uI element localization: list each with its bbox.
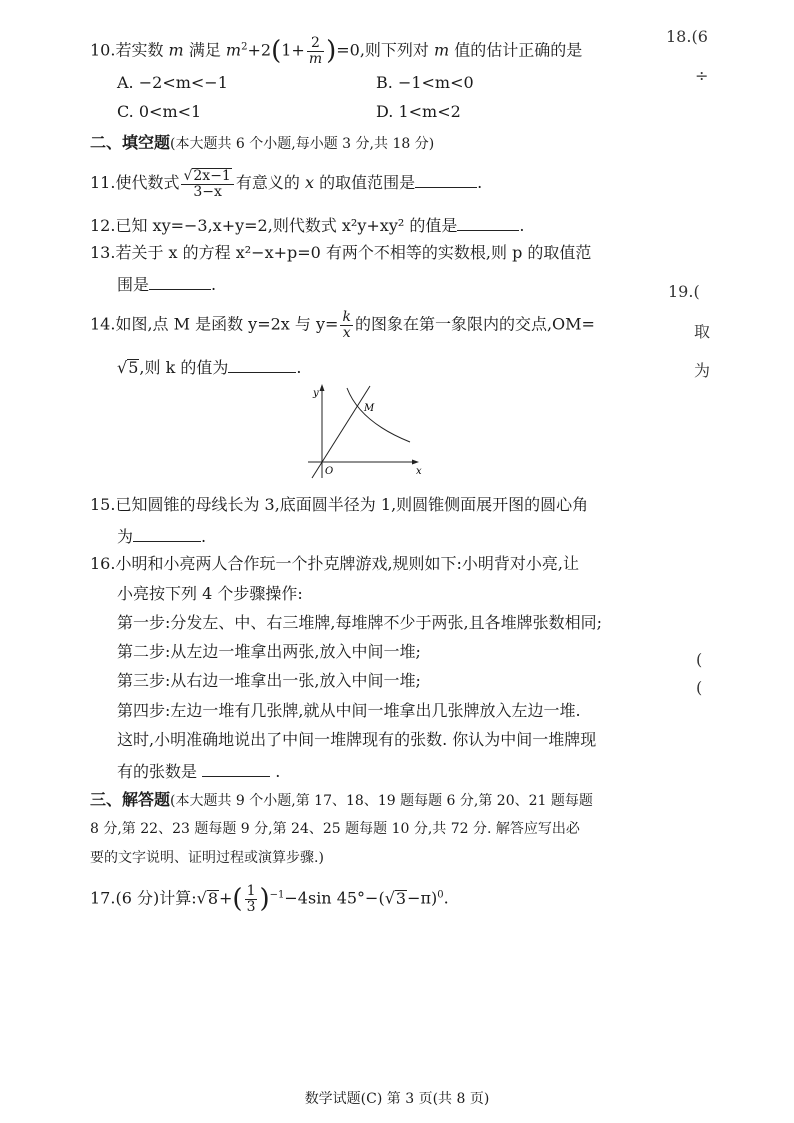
q14-fraction: $\frac{k}{x}$: [342, 309, 351, 341]
q17: 17.(6 分)计算:√8+( $\frac{1}{3}$ )$^{-1}$−4sin $45^\circ-(√3-\pi)^0$.: [90, 883, 449, 915]
edge-fragment-paren-1: (: [696, 650, 703, 669]
section2-heading: [90, 135, 434, 151]
q10-option-c: C. 0<m<1: [117, 102, 202, 121]
hyperbola-curve: [347, 388, 410, 442]
section2-note: (本大题共 6 个小题,每小题 3 分,共 18 分): [170, 136, 435, 152]
edge-fragment-divide: ÷: [695, 66, 709, 85]
q11-fraction: $\frac{√2x-1}{3-x}$: [181, 168, 233, 199]
section3-line1: 三、解答题(本大题共 9 个小题,第 17、18、19 题每题 6 分,第 20、21 题每题: [90, 790, 593, 809]
q15-answer-blank[interactable]: [133, 527, 201, 542]
q16-line8: 有的张数是 .: [117, 762, 281, 781]
q16-step2: 第二步:从左边一堆拿出两张,放入中间一堆;: [117, 642, 421, 661]
page-footer: 数学试题(C) 第 3 页(共 8 页): [304, 1091, 490, 1107]
q12-answer-blank[interactable]: [457, 216, 519, 231]
q15-line1: 15.已知圆锥的母线长为 3,底面圆半径为 1,则圆锥侧面展开图的圆心角: [90, 495, 589, 514]
section3-line2: 8 分,第 22、23 题每题 9 分,第 24、25 题每题 10 分,共 72 分. 解答应写出必: [90, 821, 580, 837]
edge-fragment-wei: 为: [694, 361, 711, 380]
x-axis-label: x: [416, 466, 422, 477]
line-y-2x: [312, 386, 370, 478]
q15-line2: 为 .: [117, 527, 207, 546]
q10-fraction: $\frac{2}{m}$: [308, 35, 323, 67]
x-axis-arrow: [412, 460, 419, 465]
q13-line2: 围是 .: [117, 275, 217, 294]
q16-step3: 第三步:从右边一堆拿出一张,放入中间一堆;: [117, 671, 421, 690]
q14-line1: 14.如图,点 M 是函数 y=2x 与 y= $\frac{k}{x}$ 的图象在第一象限内的交点,OM=: [90, 309, 595, 341]
q11-answer-blank[interactable]: [415, 173, 477, 188]
q14-answer-blank[interactable]: [228, 358, 296, 373]
q13-answer-blank[interactable]: [149, 275, 211, 290]
q13-line1: 13.若关于 x 的方程 x²−x+p=0 有两个不相等的实数根,则 p 的取值范: [90, 243, 592, 262]
q11: 11.使代数式 $\frac{√2x-1}{3-x}$ 有意义的 x 的取值范围是 .: [90, 168, 483, 200]
q10-stem: 10.若实数 m 满足 $m^2+2(1+$ $\frac{2}{m}$ )=0,则下列对 m 值的估计正确的是: [90, 35, 583, 67]
edge-fragment-qu: 取: [694, 322, 711, 341]
origin-label: O: [325, 466, 334, 477]
q16-line2: 小亮按下列 4 个步骤操作:: [117, 584, 303, 603]
q16-line1: 16.小明和小亮两人合作玩一个扑克牌游戏,规则如下:小明背对小亮,让: [90, 554, 580, 573]
q16-step4: 第四步:左边一堆有几张牌,就从中间一堆拿出几张牌放入左边一堆.: [117, 701, 581, 720]
point-m-label: M: [364, 403, 375, 414]
edge-fragment-paren-2: (: [696, 678, 703, 697]
q17-fraction: $\frac{1}{3}$: [246, 883, 256, 915]
q16-answer-blank[interactable]: [202, 762, 270, 777]
q10-option-b: B. −1<m<0: [376, 73, 474, 92]
section3-line3: 要的文字说明、证明过程或演算步骤.): [90, 850, 324, 866]
q12: 12.已知 xy=−3,x+y=2,则代数式 x²y+xy² 的值是 .: [90, 216, 525, 235]
y-axis-arrow: [320, 384, 325, 391]
q10-option-a: A. −2<m<−1: [117, 73, 228, 92]
q10-option-d: D. 1<m<2: [376, 102, 461, 121]
y-axis-label: y: [313, 388, 319, 399]
section3-title: 三、解答题: [90, 790, 171, 809]
q16-step1: 第一步:分发左、中、右三堆牌,每堆牌不少于两张,且各堆牌张数相同;: [117, 613, 602, 632]
q14-line2: √5,则 k 的值为 .: [117, 358, 302, 377]
q10-number: 10.: [90, 40, 116, 60]
edge-fragment-19: 19.(: [668, 282, 700, 301]
section2-title: 二、填空题: [90, 133, 171, 152]
q14-graph: [300, 382, 430, 482]
q16-line7: 这时,小明准确地说出了中间一堆牌现有的张数. 你认为中间一堆牌现: [117, 730, 597, 749]
edge-fragment-18: 18.(6: [666, 27, 708, 46]
